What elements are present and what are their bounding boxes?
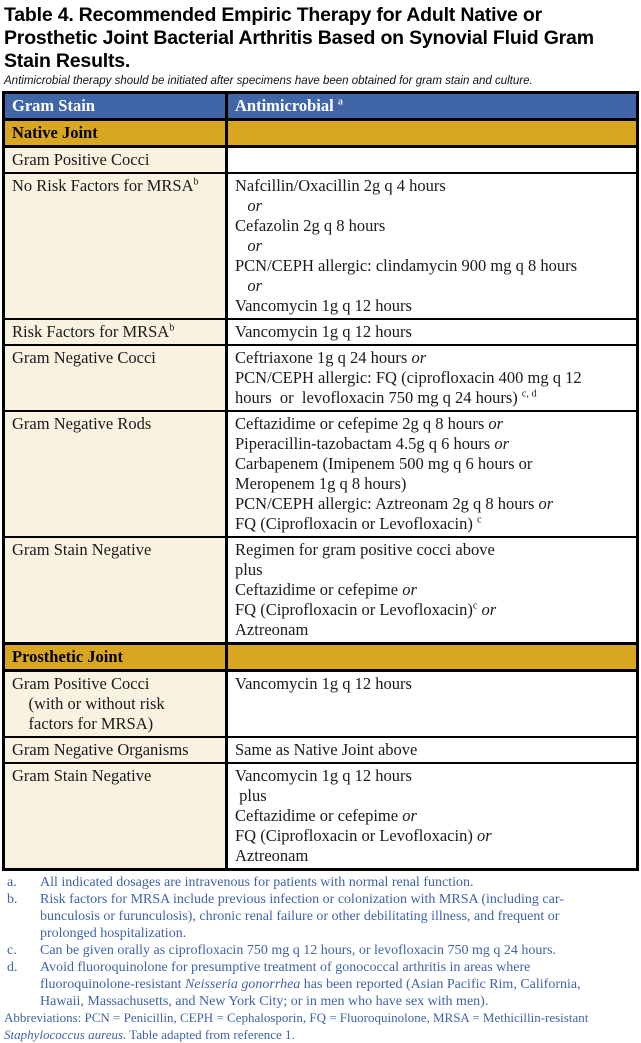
antimicrobial-line: or: [247, 236, 263, 255]
antimicrobial-line: Ceftazidime or cefepime or: [235, 580, 417, 599]
table-row: [4, 671, 638, 738]
gram-stain-cell: No Risk Factors for MRSA$^b$: [4, 173, 227, 319]
table-row: [4, 411, 638, 537]
footnote-a: [4, 874, 637, 891]
table-row: [4, 173, 638, 319]
footnote-c: [4, 942, 637, 959]
gram-stain-cell: Gram Positive Cocci (with or without risk factors for MRSA): [4, 671, 227, 738]
antimicrobial-cell: [227, 147, 638, 174]
antimicrobial-line: Vancomycin 1g q 12 hours: [235, 322, 412, 341]
antimicrobial-line: plus: [235, 786, 267, 805]
antimicrobial-line: Vancomycin 1g q 12 hours: [235, 296, 412, 315]
col-header-gram-stain: [4, 93, 227, 120]
table-subtitle: Antimicrobial therapy should be initiated after specimens have been obtained for gram stain and culture.: [4, 75, 533, 87]
antimicrobial-cell: [227, 173, 638, 319]
antimicrobial-line: PCN/CEPH allergic: clindamycin 900 mg q 8 hours: [235, 256, 578, 275]
footnotes: [2, 874, 639, 1010]
section-label: Prosthetic Joint: [4, 644, 227, 671]
table-row: [4, 763, 638, 870]
table-row: [4, 319, 638, 345]
gram-stain-cell: Gram Negative Cocci: [4, 345, 227, 411]
footnote-text: Can be given orally as ciprofloxacin 750 mg q 12 hours, or levofloxacin 750 mg q 24 hours.: [40, 943, 556, 958]
table-title-label: Table 4.: [4, 4, 74, 26]
antimicrobial-line: Piperacillin-tazobactam 4.5g q 6 hours or: [235, 434, 510, 453]
antimicrobial-line: Carbapenem (Imipenem 500 mg q 6 hours or: [235, 454, 533, 473]
antimicrobial-line: FQ (Ciprofloxacin or Levofloxacin) or: [235, 826, 492, 845]
footnote-text: Risk factors for MRSA include previous infection or colonization with MRSA (including car- bunculosis or furunculosis), chronic renal failure or other debilitating illness, and frequent or prolonged hospitalization.: [40, 892, 564, 941]
antimicrobial-line: Vancomycin 1g q 12 hours: [235, 674, 412, 693]
antimicrobial-line: PCN/CEPH allergic: FQ (ciprofloxacin 400 mg q 12: [235, 368, 582, 387]
col-header-antimicrobial-label: Antimicrobial: [235, 96, 334, 115]
antimicrobial-line: PCN/CEPH allergic: Aztreonam 2g q 8 hours or: [235, 494, 554, 513]
gram-stain-cell: Gram Positive Cocci: [4, 147, 227, 174]
antimicrobial-cell: [227, 737, 638, 763]
antimicrobial-cell: [227, 411, 638, 537]
antimicrobial-line: Vancomycin 1g q 12 hours: [235, 766, 412, 785]
antimicrobial-line: FQ (Ciprofloxacin or Levofloxacin)$^c$ or: [235, 600, 497, 619]
antimicrobial-cell: [227, 763, 638, 870]
antimicrobial-line: Same as Native Joint above: [235, 740, 418, 759]
footnote-label: d.: [7, 960, 18, 975]
table-row: [4, 345, 638, 411]
section-cell-empty: [227, 120, 638, 147]
antimicrobial-line: Ceftazidime or cefepime or: [235, 806, 417, 825]
table-title-text: Recommended Empiric Therapy for Adult Native or Prosthetic Joint Bacterial Arthritis Based on Synovial Fluid Gram Stain Results.: [4, 4, 594, 72]
table-title: [2, 4, 639, 73]
section-row: [4, 644, 638, 671]
antimicrobial-line: Nafcillin/Oxacillin 2g q 4 hours: [235, 176, 446, 195]
col-header-antimicrobial-footnote-mark: a: [337, 96, 343, 108]
antimicrobial-line: Ceftazidime or cefepime 2g q 8 hours or: [235, 414, 504, 433]
table-row: [4, 537, 638, 644]
gram-stain-cell: Gram Stain Negative: [4, 537, 227, 644]
section-row: [4, 120, 638, 147]
col-header-antimicrobial: [227, 93, 638, 120]
therapy-table: [2, 91, 639, 871]
antimicrobial-line: Aztreonam: [235, 846, 309, 865]
antimicrobial-cell: [227, 537, 638, 644]
antimicrobial-line: or: [247, 196, 263, 215]
table-header-row: [4, 93, 638, 120]
antimicrobial-line: Regimen for gram positive cocci above: [235, 540, 495, 559]
antimicrobial-line: Aztreonam: [235, 620, 309, 639]
gram-stain-cell: Risk Factors for MRSA$^b$: [4, 319, 227, 345]
gram-stain-cell: Gram Negative Organisms: [4, 737, 227, 763]
gram-stain-cell: Gram Negative Rods: [4, 411, 227, 537]
footnote-label: a.: [7, 875, 17, 890]
footnote-text: Avoid fluoroquinolone for presumptive treatment of gonococcal arthritis in areas where fluoroquinolone-resistant Neisseria gonorrhea has been reported (Asian Pacific Rim, California, Hawaii, Massachusetts, and New York City; or in men who have sex with men).: [40, 960, 581, 1009]
section-cell-empty: [227, 644, 638, 671]
footnote-label: b.: [7, 892, 18, 907]
antimicrobial-line: hours or levofloxacin 750 mg q 24 hours) $^{c, d}$: [235, 388, 537, 407]
antimicrobial-line: Cefazolin 2g q 8 hours: [235, 216, 386, 235]
antimicrobial-cell: [227, 345, 638, 411]
col-header-gram-stain-label: Gram Stain: [12, 96, 95, 115]
antimicrobial-line: FQ (Ciprofloxacin or Levofloxacin) $^c$: [235, 514, 482, 533]
footnote-b: [4, 891, 637, 942]
abbreviations: Abbreviations: PCN = Penicillin, CEPH = Cephalosporin, FQ = Fluoroquinolone, MRSA = Methicillin-resistant Staphylococcus aureus. Table adapted from reference 1.: [4, 1010, 589, 1042]
antimicrobial-line: plus: [235, 560, 263, 579]
antimicrobial-line: or: [247, 276, 263, 295]
section-label: Native Joint: [4, 120, 227, 147]
footnote-text: All indicated dosages are intravenous for patients with normal renal function.: [40, 875, 474, 890]
footnote-label: c.: [7, 943, 17, 958]
table-row: [4, 737, 638, 763]
antimicrobial-line: Ceftriaxone 1g q 24 hours or: [235, 348, 427, 367]
antimicrobial-cell: [227, 671, 638, 738]
table-row: [4, 147, 638, 174]
footnote-d: [4, 959, 637, 1010]
antimicrobial-line: Meropenem 1g q 8 hours): [235, 474, 407, 493]
gram-stain-cell: Gram Stain Negative: [4, 763, 227, 870]
antimicrobial-cell: [227, 319, 638, 345]
